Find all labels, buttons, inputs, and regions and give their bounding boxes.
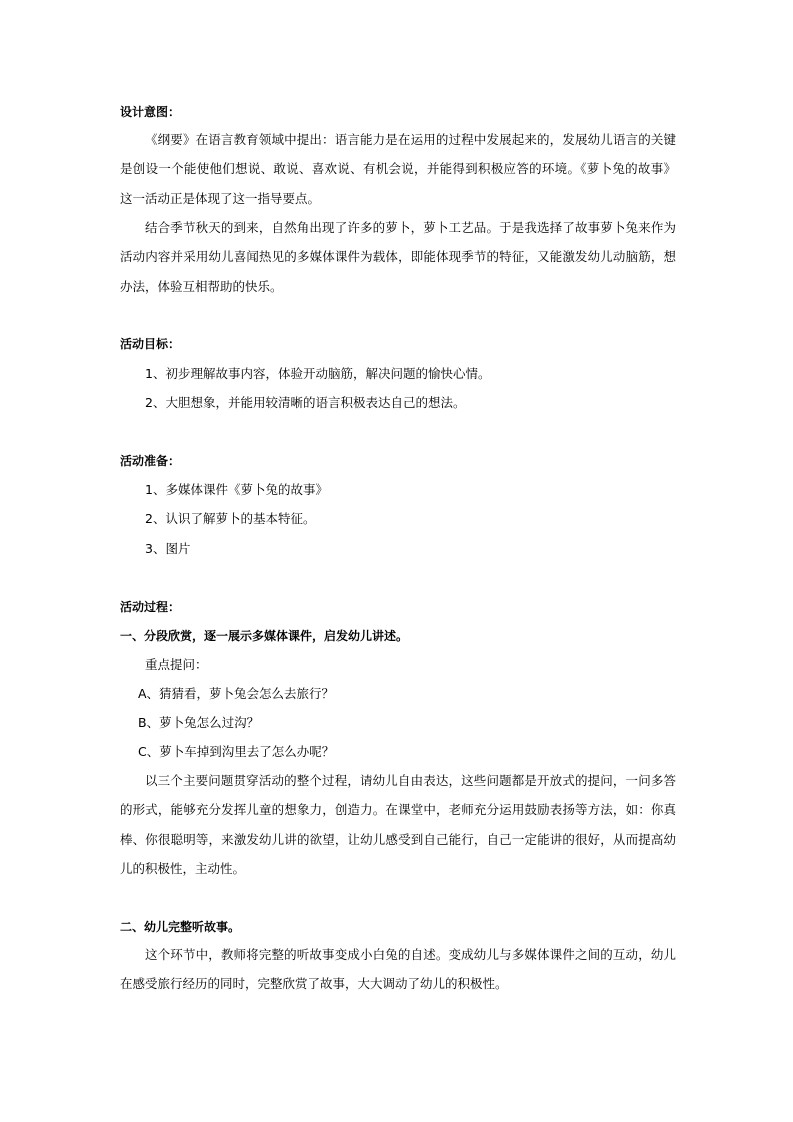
question-c: C、萝卜车掉到沟里去了怎么办呢？ [138, 744, 335, 759]
prep-item-3: 3、图片 [145, 541, 191, 556]
process-section-1-heading: 一、分段欣赏，逐一展示多媒体课件，启发幼儿讲述。 [120, 629, 409, 643]
goal-item-1: 1、初步理解故事内容，体验开动脑筋，解决问题的愉快心情。 [145, 366, 491, 381]
process-section-2-heading: 二、幼儿完整听故事。 [120, 920, 241, 934]
key-questions-label: 重点提问： [145, 657, 208, 672]
prep-item-2: 2、认识了解萝卜的基本特征。 [145, 511, 316, 526]
goal-item-2: 2、大胆想象，并能用较清晰的语言积极表达自己的想法。 [145, 395, 466, 410]
prep-item-1: 1、多媒体课件《萝卜兔的故事》 [145, 482, 328, 497]
design-intent-heading: 设计意图： [120, 105, 181, 119]
process-section-2-paragraph: 这个环节中，教师将完整的听故事变成小白兔的自述。变成幼儿与多媒体课件之间的互动，幼儿在感受旅行经历的同时，完整欣赏了故事，大大调动了幼儿的积极性。 [120, 947, 676, 992]
question-a: A、猜猜看，萝卜兔会怎么去旅行？ [138, 686, 335, 701]
design-intent-paragraph-1: 《纲要》在语言教育领域中提出：语言能力是在运用的过程中发展起来的，发展幼儿语言的关键是创设一个能使他们想说、敢说、喜欢说、有机会说，并能得到积极应答的环境。《萝卜兔的故事》这一活动正是体现了这一指导要点。 [120, 132, 676, 206]
design-intent-paragraph-2: 结合季节秋天的到来，自然角出现了许多的萝卜，萝卜工艺品。于是我选择了故事萝卜兔来作为活动内容并采用幼儿喜闻热见的多媒体课件为载体，即能体现季节的特征，又能激发幼儿动脑筋，想办法，体验互相帮助的快乐。 [120, 220, 676, 294]
activity-process-heading: 活动过程： [120, 600, 181, 614]
process-section-1-paragraph: 以三个主要问题贯穿活动的整个过程，请幼儿自由表达，这些问题都是开放式的提问，一问多答的形式，能够充分发挥儿童的想象力，创造力。在课堂中，老师充分运用鼓励表扬等方法，如：你真棒、你很聪明等，来激发幼儿讲的欲望，让幼儿感受到自己能行，自己一定能讲的很好，从而提高幼儿的积极性，主动性。 [120, 773, 676, 877]
question-b: B、萝卜兔怎么过沟？ [138, 715, 260, 730]
activity-goals-heading: 活动目标： [120, 337, 181, 351]
activity-prep-heading: 活动准备： [120, 454, 181, 468]
